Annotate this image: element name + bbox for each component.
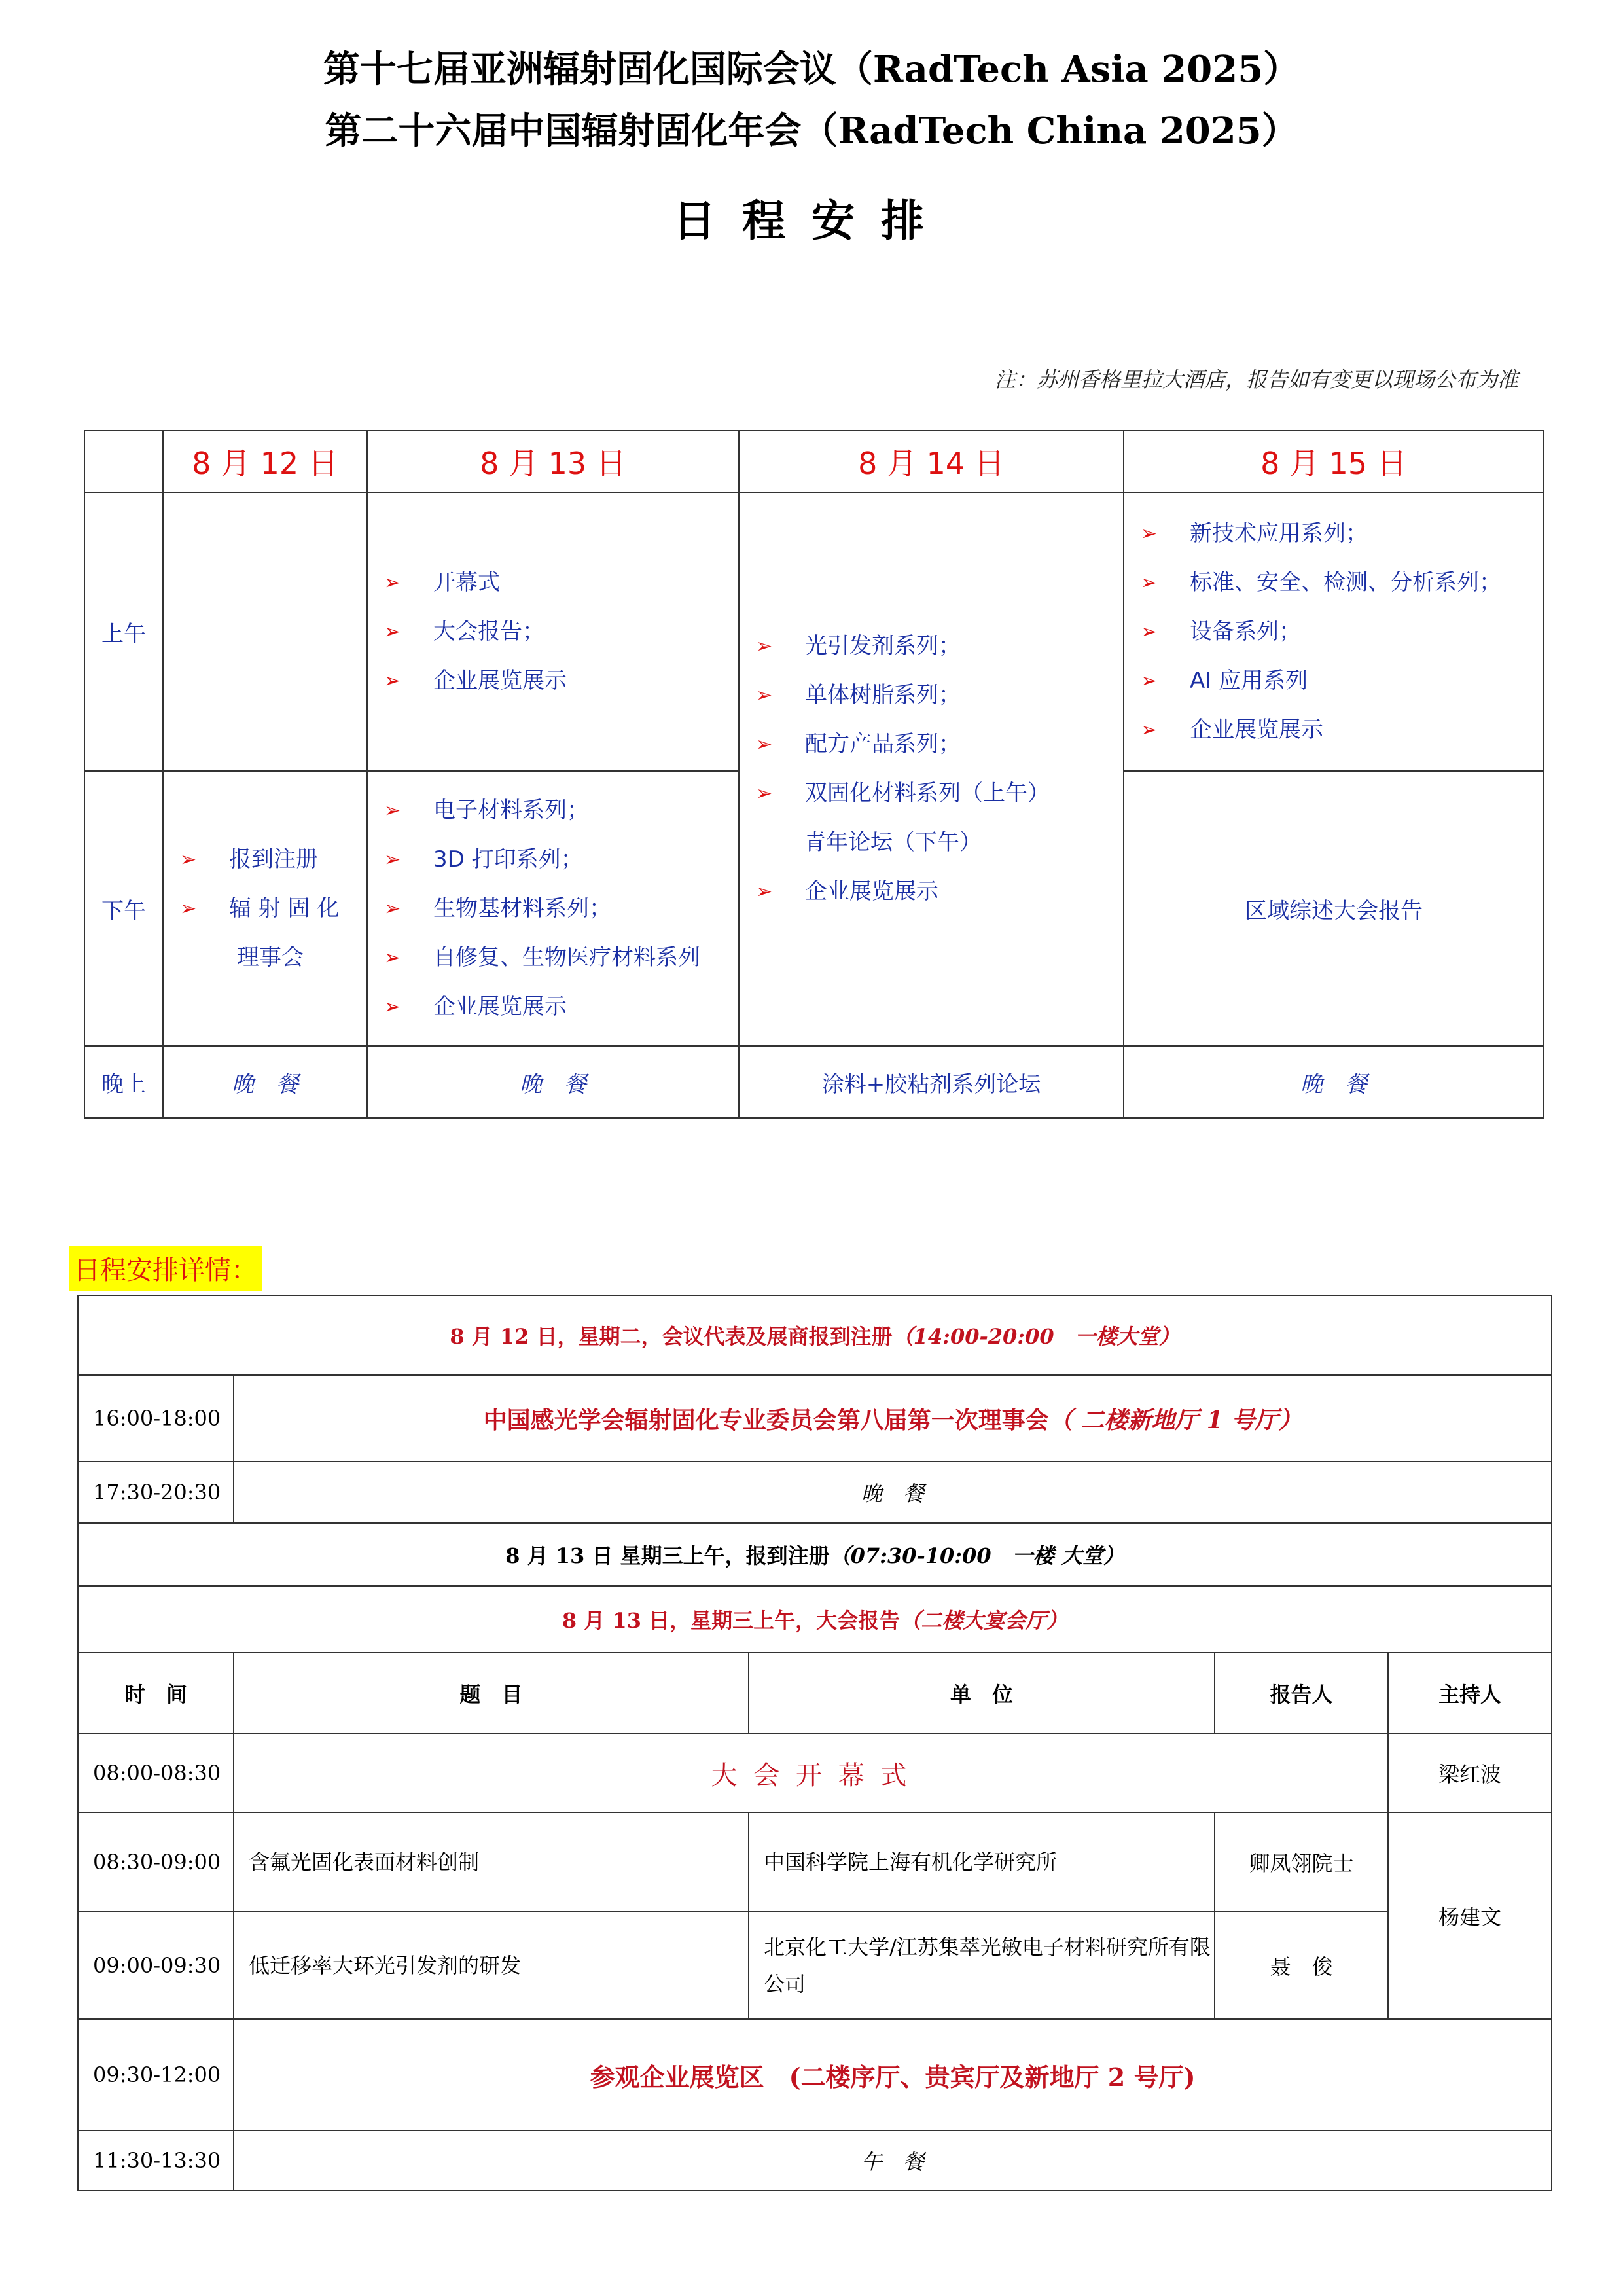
list-item-label: 标准、安全、检测、分析系列； [1190,569,1501,596]
col-header-unit: 单 位 [749,1653,1215,1734]
col-header-topic: 题 目 [234,1653,749,1734]
arrow-bullet-icon: ➢ [756,635,773,658]
unit-cell: 中国科学院上海有机化学研究所 [749,1812,1215,1912]
d13-morning-list [368,558,738,706]
arrow-bullet-icon: ➢ [384,848,401,871]
arrow-bullet-icon: ➢ [384,798,401,822]
arrow-bullet-icon: ➢ [180,897,197,920]
council-meeting-cell: 中国感光学会辐射固化专业委员会第八届第一次理事会（ 二楼新地厅 1 号厅） [234,1375,1552,1462]
list-item-label: 配方产品系列； [805,731,961,757]
corner-cell [84,431,163,492]
list-item [384,607,738,656]
list-item [1141,607,1543,656]
time-cell: 09:00-09:30 [78,1912,234,2019]
list-item [1141,706,1543,755]
list-item-label: 设备系列； [1190,618,1301,645]
arrow-bullet-icon: ➢ [384,897,401,920]
list-item [756,867,1123,916]
time-cell: 08:30-09:00 [78,1812,234,1912]
col-header-speaker: 报告人 [1215,1653,1388,1734]
d13-afternoon-list [368,786,738,1031]
schedule-detail-table [77,1295,1552,2191]
day-header: 8 月 15 日 [1124,431,1544,492]
unit-cell: 北京化工大学/江苏集萃光敏电子材料研究所有限公司 [749,1912,1215,2019]
arrow-bullet-icon: ➢ [756,733,773,756]
host-cell: 杨建文 [1388,1812,1552,2019]
list-item-label: 3D 打印系列； [433,846,583,872]
list-item [384,558,738,607]
list-item-label: 企业展览展示 [433,993,567,1020]
list-item-label: 报到注册 [229,846,318,872]
detail-row-registration-2: 8 月 13 日 星期三上午，报到注册（07:30-10:00 一楼 大堂） [78,1523,1552,1586]
d15-morning-list [1124,509,1543,755]
arrow-bullet-icon: ➢ [384,946,401,969]
list-item [1141,656,1543,706]
d14-allday-cell [739,492,1124,1046]
list-item [1141,509,1543,558]
list-item [756,622,1123,671]
list-item-label: 企业展览展示 [1190,716,1323,743]
day-header: 8 月 12 日 [163,431,367,492]
d14-list [740,622,1123,818]
speaker-cell: 卿凤翎院士 [1215,1812,1388,1912]
page-subtitle: 日程安排 [673,196,950,246]
title-line-2: 第二十六届中国辐射固化年会（RadTech China 2025） [325,109,1298,152]
arrow-bullet-icon: ➢ [756,880,773,903]
day-header: 8 月 13 日 [367,431,739,492]
d12-afternoon-cell [163,771,367,1046]
list-item [180,884,366,933]
list-item-label: 新技术应用系列； [1190,520,1368,547]
d13-afternoon-cell [367,771,739,1046]
d14-list-end [740,867,1123,916]
topic-cell: 低迁移率大环光引发剂的研发 [234,1912,749,2019]
arrow-bullet-icon: ➢ [384,995,401,1018]
time-cell: 11:30-13:30 [78,2130,234,2191]
detail-row-registration: 8 月 12 日，星期二，会议代表及展商报到注册（14:00-20:00 一楼大堂） [78,1295,1552,1375]
detail-row-plenary: 8 月 13 日，星期三上午，大会报告（二楼大宴会厅） [78,1586,1552,1653]
list-item [180,835,366,884]
list-item-label: 大会报告； [433,618,544,645]
evening-cell: 晚 餐 [163,1046,367,1118]
speaker-cell: 聂 俊 [1215,1912,1388,2019]
period-evening: 晚上 [84,1046,163,1118]
time-cell: 17:30-20:30 [78,1462,234,1523]
evening-cell: 晚 餐 [1124,1046,1544,1118]
list-item [384,656,738,706]
list-item-label: 电子材料系列； [433,797,589,823]
schedule-overview-table [84,430,1544,1119]
d13-morning-cell [367,492,739,771]
list-item [756,720,1123,769]
list-item-label: 开幕式 [433,569,500,596]
list-item-label: 企业展览展示 [433,667,567,694]
d15-afternoon-cell: 区域综述大会报告 [1124,771,1544,1046]
title-line-1: 第十七届亚洲辐射固化国际会议（RadTech Asia 2025） [323,48,1300,91]
list-item [384,884,738,933]
arrow-bullet-icon: ➢ [384,620,401,643]
list-item-label: 单体树脂系列； [805,682,961,708]
list-item-label: AI 应用系列 [1190,667,1308,694]
details-tag: 日程安排详情： [69,1246,262,1291]
arrow-bullet-icon: ➢ [384,669,401,692]
evening-cell: 涂料+胶粘剂系列论坛 [739,1046,1124,1118]
lunch-cell: 午 餐 [234,2130,1552,2191]
evening-cell: 晚 餐 [367,1046,739,1118]
list-item [384,786,738,835]
expo-visit-cell: 参观企业展览区 (二楼序厅、贵宾厅及新地厅 2 号厅) [234,2019,1552,2130]
time-cell: 09:30-12:00 [78,2019,234,2130]
list-item [384,835,738,884]
col-header-host: 主持人 [1388,1653,1552,1734]
period-morning: 上午 [84,492,163,771]
arrow-bullet-icon: ➢ [1141,718,1158,742]
opening-ceremony-cell: 大 会 开 幕 式 [234,1734,1388,1812]
list-item-label: 自修复、生物医疗材料系列 [433,944,700,971]
host-cell: 梁红波 [1388,1734,1552,1812]
list-item-label: 企业展览展示 [805,878,938,905]
day-header: 8 月 14 日 [739,431,1124,492]
arrow-bullet-icon: ➢ [1141,522,1158,545]
topic-cell: 含氟光固化表面材料创制 [234,1812,749,1912]
time-cell: 08:00-08:30 [78,1734,234,1812]
dinner-cell: 晚 餐 [234,1462,1552,1523]
list-item [1141,558,1543,607]
list-item [384,933,738,982]
list-item [756,671,1123,720]
d12-continuation: 理事会 [237,944,304,971]
list-item-label: 双固化材料系列（上午） [805,780,1050,806]
list-item [384,982,738,1031]
d12-morning-cell [163,492,367,771]
arrow-bullet-icon: ➢ [1141,669,1158,692]
list-item [756,769,1123,818]
arrow-bullet-icon: ➢ [756,782,773,805]
arrow-bullet-icon: ➢ [756,684,773,707]
time-cell: 16:00-18:00 [78,1375,234,1462]
venue-note: 注：苏州香格里拉大酒店，报告如有变更以现场公布为准 [994,367,1518,392]
list-item-label: 生物基材料系列； [433,895,611,922]
list-item-label: 光引发剂系列； [805,633,961,659]
list-item-label: 辐 射 固 化 [229,895,340,922]
arrow-bullet-icon: ➢ [1141,620,1158,643]
d12-afternoon-list [164,835,366,933]
d14-continuation: 青年论坛（下午） [804,829,982,855]
col-header-time: 时 间 [78,1653,234,1734]
arrow-bullet-icon: ➢ [1141,571,1158,594]
period-afternoon: 下午 [84,771,163,1046]
arrow-bullet-icon: ➢ [384,571,401,594]
d15-morning-cell [1124,492,1544,771]
arrow-bullet-icon: ➢ [180,848,197,871]
